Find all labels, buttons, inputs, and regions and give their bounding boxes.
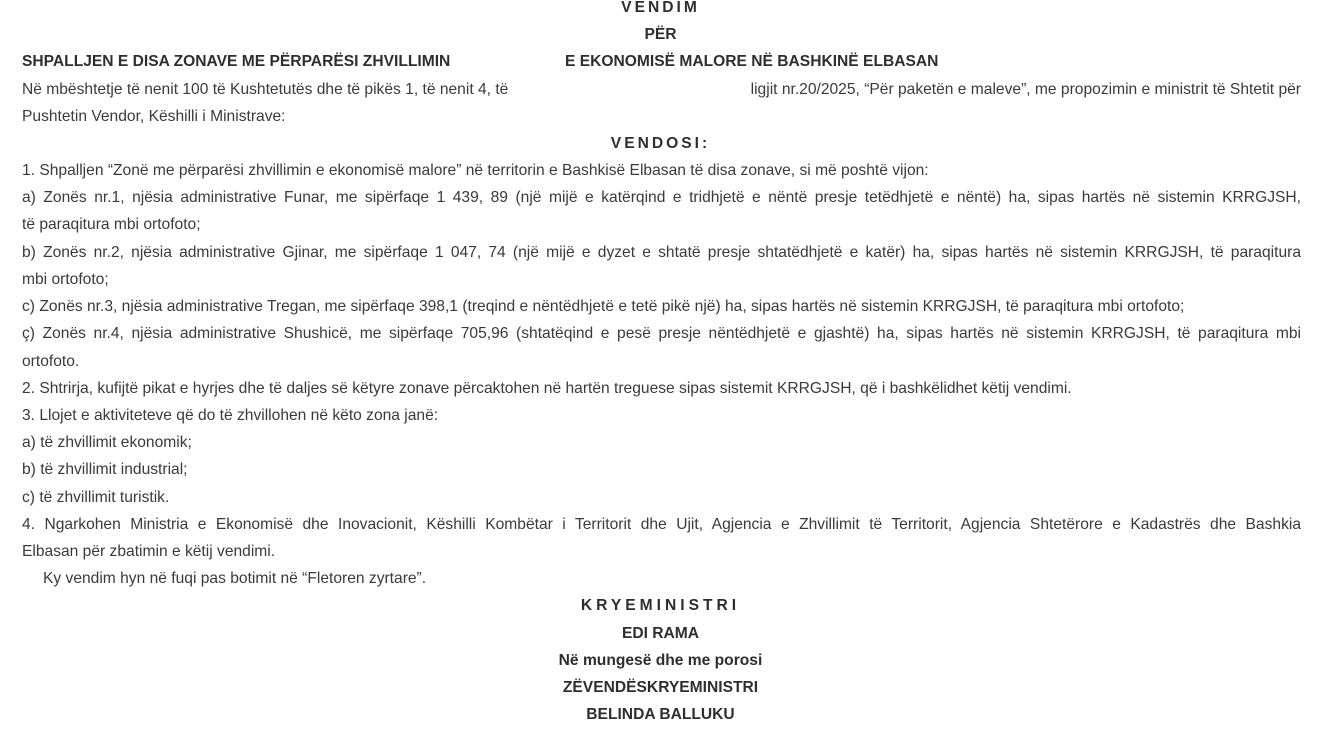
signature-deputy-title: ZËVENDËSKRYEMINISTRI xyxy=(562,679,759,696)
paragraph-2: 2. Shtrirja, kufijtë pikat e hyrjes dhe të daljes së këtyre zonave përcaktohen në hartën treguese sipas sistemit KRRGJSH, që i bashkëlidhet këtij vendimi. xyxy=(22,380,1072,397)
paragraph-3-item-c: c) të zhvillimit turistik. xyxy=(22,489,170,506)
preamble-line-left: Në mbështetje të nenit 100 të Kushtetutës dhe të pikës 1, të nenit 4, të xyxy=(22,81,509,98)
paragraph-3-item-b: b) të zhvillimit industrial; xyxy=(22,461,188,478)
signature-absence-note: Në mungesë dhe me porosi xyxy=(558,652,763,669)
paragraph-1: 1. Shpalljen “Zonë me përparësi zhvillimin e ekonomisë malore” në territorin e Bashkisë Elbasan të disa zonave, si më poshtë vijon: xyxy=(22,162,929,179)
closing-statement: Ky vendim hyn në fuqi pas botimit në “Fletoren zyrtare”. xyxy=(43,570,427,587)
subject-line-left: SHPALLJEN E DISA ZONAVE ME PËRPARËSI ZHVILLIMIN xyxy=(22,53,451,70)
item-b-line-1: b) Zonës nr.2, njësia administrative Gjinar, me sipërfaqe 1 047, 74 (një mijë e dyzet e shtatë presje shtatëdhjetë e katër) ha, sipas hartës në sistemin KRRGJSH, të paraqitura xyxy=(22,244,1301,261)
preamble-line-2: Pushtetin Vendor, Këshilli i Ministrave: xyxy=(22,108,286,125)
item-cc-line-1: ç) Zonës nr.4, njësia administrative Shushicë, me sipërfaqe 705,96 (shtatëqind e pesë presje nëntëdhjetë e gjashtë) ha, sipas hartës në sistemin KRRGJSH, të paraqitura mbi xyxy=(22,325,1301,342)
subject-line-right: E EKONOMISË MALORE NË BASHKINË ELBASAN xyxy=(565,53,939,70)
preamble-line-right: ligjit nr.20/2025, “Për paketën e maleve”, me propozimin e ministrit të Shtetit për xyxy=(750,81,1301,98)
item-c-line-1: c) Zonës nr.3, njësia administrative Tregan, me sipërfaqe 398,1 (treqind e nëntëdhjetë e tetë pikë një) ha, sipas hartës në sistemin KRRGJSH, të paraqitura mbi ortofoto; xyxy=(22,298,1185,315)
paragraph-3: 3. Llojet e aktiviteteve që do të zhvillohen në këto zona janë: xyxy=(22,407,439,424)
paragraph-4-line-2: Elbasan për zbatimin e këtij vendimi. xyxy=(22,543,276,560)
item-a-line-1: a) Zonës nr.1, njësia administrative Funar, me sipërfaqe 1 439, 89 (një mijë e katërqind e tridhjetë e nëntë presje tetëdhjetë e nëntë) ha, sipas hartës në sistemin KRRGJSH, xyxy=(22,189,1301,206)
signature-title: KRYEMINISTRI xyxy=(580,597,741,614)
signature-deputy-name: BELINDA BALLUKU xyxy=(586,706,735,723)
item-b-line-2: mbi ortofoto; xyxy=(22,271,109,288)
document-title-per: PËR xyxy=(644,26,677,43)
signature-name: EDI RAMA xyxy=(621,625,700,642)
vendosi-heading: VENDOSI: xyxy=(610,135,711,152)
paragraph-3-item-a: a) të zhvillimit ekonomik; xyxy=(22,434,192,451)
document-title: VENDIM xyxy=(621,0,700,16)
paragraph-4-line-1: 4. Ngarkohen Ministria e Ekonomisë dhe Inovacionit, Këshilli Kombëtar i Territorit dhe Ujit, Agjencia e Zhvillimit të Territorit, Agjencia Shtetërore e Kadastrës dhe Bashkia xyxy=(22,516,1301,533)
item-a-line-2: të paraqitura mbi ortofoto; xyxy=(22,216,201,233)
item-cc-line-2: ortofoto. xyxy=(22,353,80,370)
